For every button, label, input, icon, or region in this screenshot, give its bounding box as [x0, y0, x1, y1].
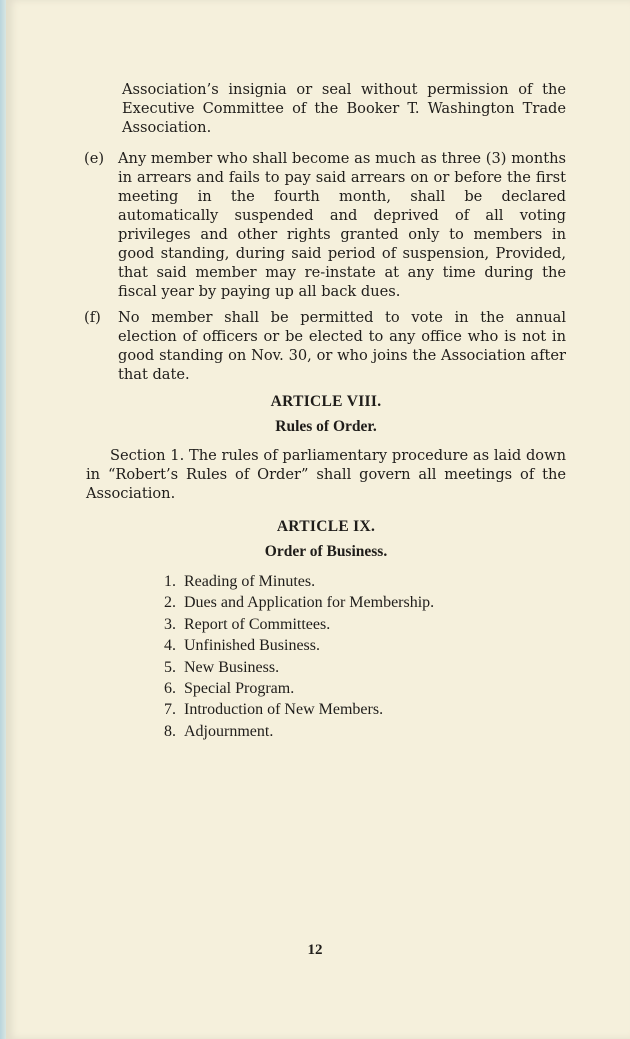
list-item: 3. Report of Committees. — [164, 615, 331, 633]
clause-f — [86, 308, 566, 384]
list-item: 4. Unfinished Business. — [164, 637, 320, 655]
article-viii-section-1: Section 1. The rules of parliamentary procedure as laid down in “Robert’s Rules of Order” shall govern all meetings of the Association. — [86, 447, 566, 502]
continued-paragraph: Association’s insignia or seal without permission of the Executive Committee of the Booker T. Washington Trade Association. — [122, 81, 566, 136]
list-item: 2. Dues and Application for Membership. — [164, 594, 435, 612]
clause-text: Any member who shall become as much as three (3) months in arrears and fails to pay said arrears on or before the first meeting in the fourth month, shall be declared automatically suspended and deprived of all voting privileges and other rights granted only to members in good standing, during said period of suspension, Provided, that said member may re-instate at any time during the fiscal year by paying up all back dues. — [118, 150, 566, 300]
clause-e — [86, 149, 566, 301]
list-item: 6. Special Program. — [164, 680, 295, 698]
list-item: 5. New Business. — [164, 658, 280, 676]
list-item: 7. Introduction of New Members. — [164, 701, 384, 719]
document-page — [6, 0, 630, 1039]
page-content — [86, 80, 566, 742]
clause-label: (e) — [84, 150, 105, 167]
order-of-business-list — [152, 571, 566, 742]
article-viii-subheading: Rules of Order. — [275, 418, 377, 435]
article-ix-subheading: Order of Business. — [264, 543, 388, 560]
list-item: 1. Reading of Minutes. — [164, 573, 316, 590]
article-viii-heading: ARTICLE VIII. — [270, 393, 382, 410]
page-number: 12 — [307, 942, 323, 958]
list-item: 8. Adjournment. — [164, 722, 274, 740]
clause-label: (f) — [84, 309, 101, 326]
clause-text: No member shall be permitted to vote in the annual election of officers or be elected to any office who is not in good standing on Nov. 30, or who joins the Association after that date. — [118, 309, 566, 383]
article-ix-heading: ARTICLE IX. — [276, 518, 376, 535]
